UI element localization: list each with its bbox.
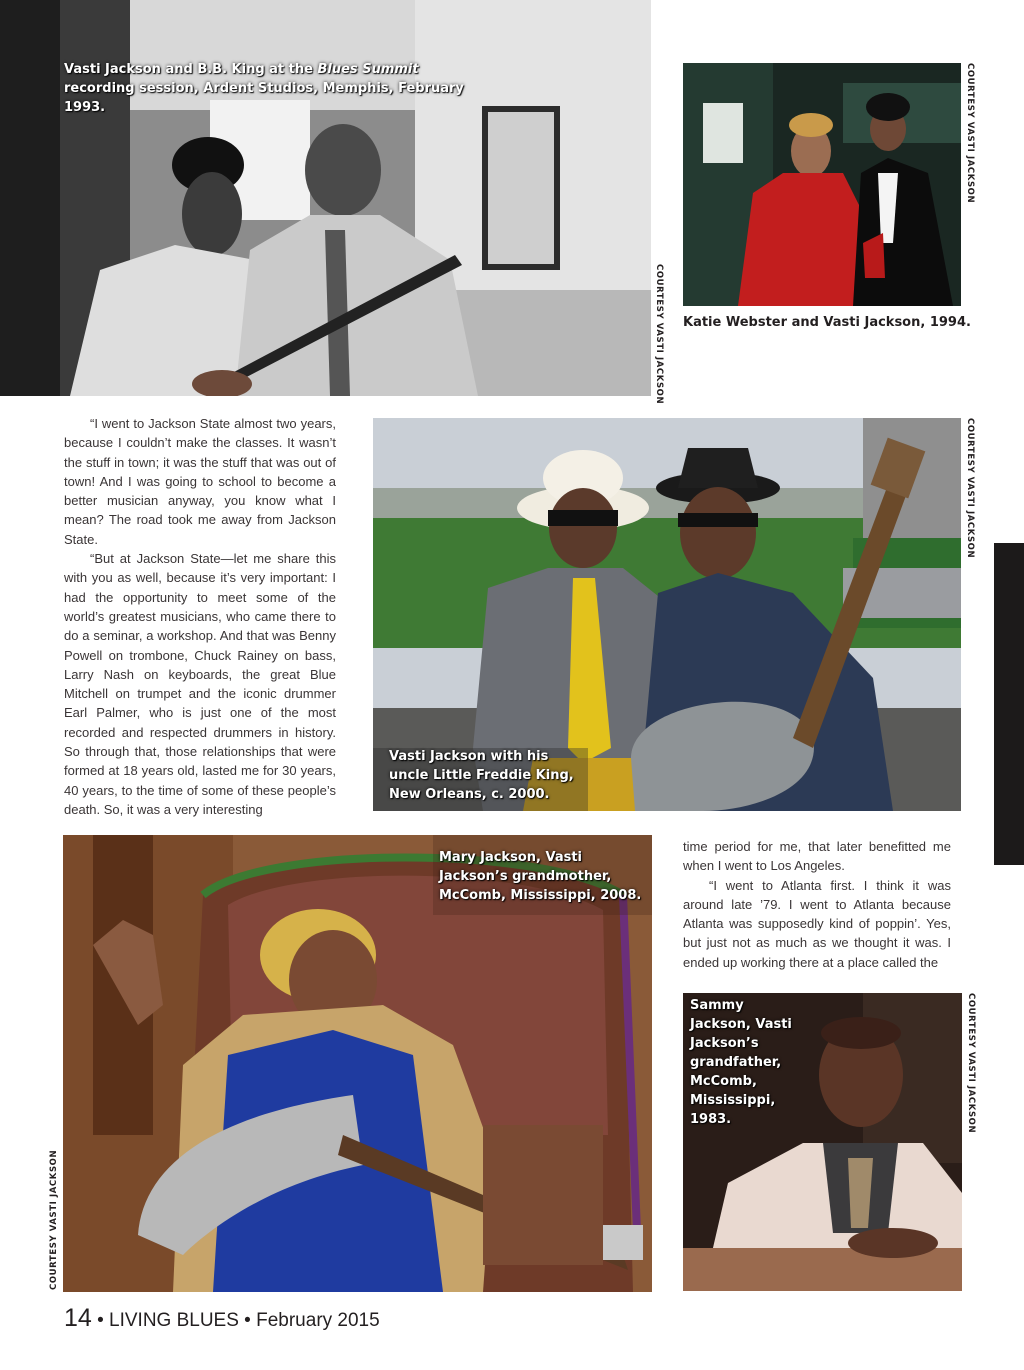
bb-king-credit: COURTESY VASTI JACKSON bbox=[654, 264, 664, 405]
katie-webster-caption: Katie Webster and Vasti Jackson, 1994. bbox=[683, 315, 971, 330]
bb-king-caption-part2: recording session, Ardent Studios, Memphis, February 1993. bbox=[64, 81, 464, 115]
photo-katie-webster-image bbox=[683, 63, 961, 306]
page-footer bbox=[64, 1304, 380, 1333]
katie-webster-credit: COURTESY VASTI JACKSON bbox=[965, 63, 975, 204]
sammy-jackson-caption: Sammy Jackson, Vasti Jackson’s grandfather, McComb, Mississippi, 1983. bbox=[690, 998, 792, 1127]
article-column-2 bbox=[683, 837, 951, 972]
magazine-issue: • LIVING BLUES • February 2015 bbox=[97, 1310, 380, 1331]
article-column-1 bbox=[64, 414, 336, 819]
mary-jackson-credit: COURTESY VASTI JACKSON bbox=[49, 1149, 59, 1290]
freddie-king-credit: COURTESY VASTI JACKSON bbox=[965, 418, 975, 559]
bb-king-caption bbox=[64, 60, 484, 117]
photo-katie-webster bbox=[683, 63, 961, 306]
article-paragraph: “I went to Atlanta first. I think it was around late ’79. I went to Atlanta because Atlanta was supposedly kind of poppin’. Yes, but just not as much as we thought it was. I ended up working there at a place called the bbox=[683, 877, 951, 970]
bb-king-caption-italic: Blues Summit bbox=[317, 62, 419, 77]
page-number: 14 bbox=[64, 1304, 92, 1332]
sammy-jackson-credit: COURTESY VASTI JACKSON bbox=[966, 993, 976, 1134]
page-edge-tab bbox=[994, 543, 1024, 865]
article-paragraph: time period for me, that later benefitted me when I went to Los Angeles. bbox=[683, 839, 951, 874]
bb-king-caption-part1: Vasti Jackson and B.B. King at the bbox=[64, 62, 318, 77]
article-paragraph: “But at Jackson State—let me share this with you as well, because it’s very important: I had the opportunity to meet some of the world’s greatest musicians, who came there to do a seminar, a workshop. And that was Benny Powell on trombone, Chuck Rainey on bass, Larry Nash on keyboards, the great Blue Mitchell on trumpet and the iconic drummer Earl Palmer, who is just one of the most recorded and respected drummers in history. So through that, those relationships that were formed at 18 years old, lasted me for 30 years, 40 years, to the time of some of these people’s death. So, it was a very interesting bbox=[64, 551, 336, 817]
article-paragraph: “I went to Jackson State almost two years, because I couldn’t make the classes. It wasn’t the stuff in town; it was the stuff that was out of town! And I was going to school to become a better musician anyway, you know what I mean? The road took me away from Jackson State. bbox=[64, 416, 336, 547]
mary-jackson-caption: Mary Jackson, Vasti Jackson’s grandmother, McComb, Mississippi, 2008. bbox=[439, 850, 642, 903]
freddie-king-caption: Vasti Jackson with his uncle Little Freddie King, New Orleans, c. 2000. bbox=[389, 749, 574, 802]
